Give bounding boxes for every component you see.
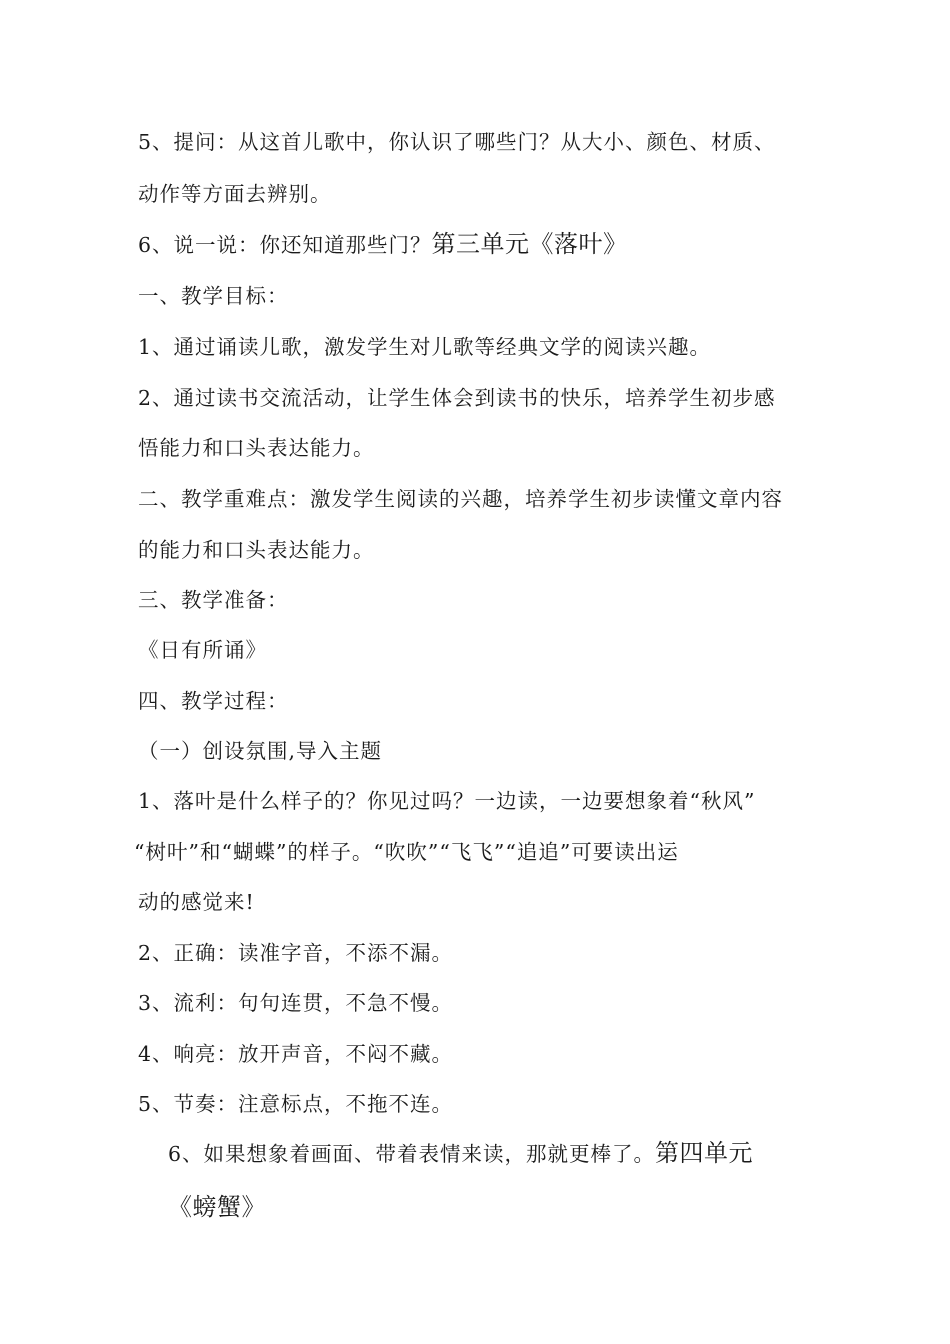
text-line: 4、响亮：放开声音，不闷不藏。 [138, 1042, 454, 1066]
text-line: 2、正确：读准字音，不添不漏。 [138, 941, 454, 965]
text-line [168, 1139, 753, 1168]
text-line: 悟能力和口头表达能力。 [138, 436, 375, 460]
unit-heading: 第四单元 [655, 1139, 754, 1167]
text-line: 3、流利：句句连贯，不急不慢。 [138, 991, 454, 1015]
text-segment: 6、说一说：你还知道那些门？ [138, 233, 432, 257]
text-line: 动作等方面去辨别。 [138, 182, 332, 206]
unit-heading: 《螃蟹》 [168, 1193, 266, 1221]
section-heading: 四、教学过程： [138, 689, 289, 713]
text-line [138, 230, 628, 259]
text-line: “树叶”和“蝴蝶”的样子。“吹吹”“飞飞”“追追”可要读出运 [134, 840, 679, 864]
text-line: 《日有所诵》 [138, 638, 267, 662]
unit-heading: 第三单元《落叶》 [431, 230, 628, 258]
text-segment: 6、如果想象着画面、带着表情来读，那就更棒了。 [168, 1142, 656, 1166]
text-line: 5、提问：从这首儿歌中，你认识了哪些门？从大小、颜色、材质、 [138, 130, 776, 154]
sub-heading: （一）创设氛围,导入主题 [138, 739, 383, 763]
text-line: 2、通过读书交流活动，让学生体会到读书的快乐，培养学生初步感 [138, 386, 776, 410]
text-line: 1、通过诵读儿歌，激发学生对儿歌等经典文学的阅读兴趣。 [138, 335, 712, 359]
section-heading: 二、教学重难点：激发学生阅读的兴趣，培养学生初步读懂文章内容 [138, 487, 783, 511]
section-heading: 一、教学目标： [138, 284, 289, 308]
text-line: 动的感觉来! [138, 890, 255, 914]
text-line: 1、落叶是什么样子的？你见过吗？一边读，一边要想象着“秋风” [138, 789, 756, 813]
text-line: 5、节奏：注意标点，不拖不连。 [138, 1092, 454, 1116]
text-line: 的能力和口头表达能力。 [138, 538, 375, 562]
section-heading: 三、教学准备： [138, 588, 289, 612]
